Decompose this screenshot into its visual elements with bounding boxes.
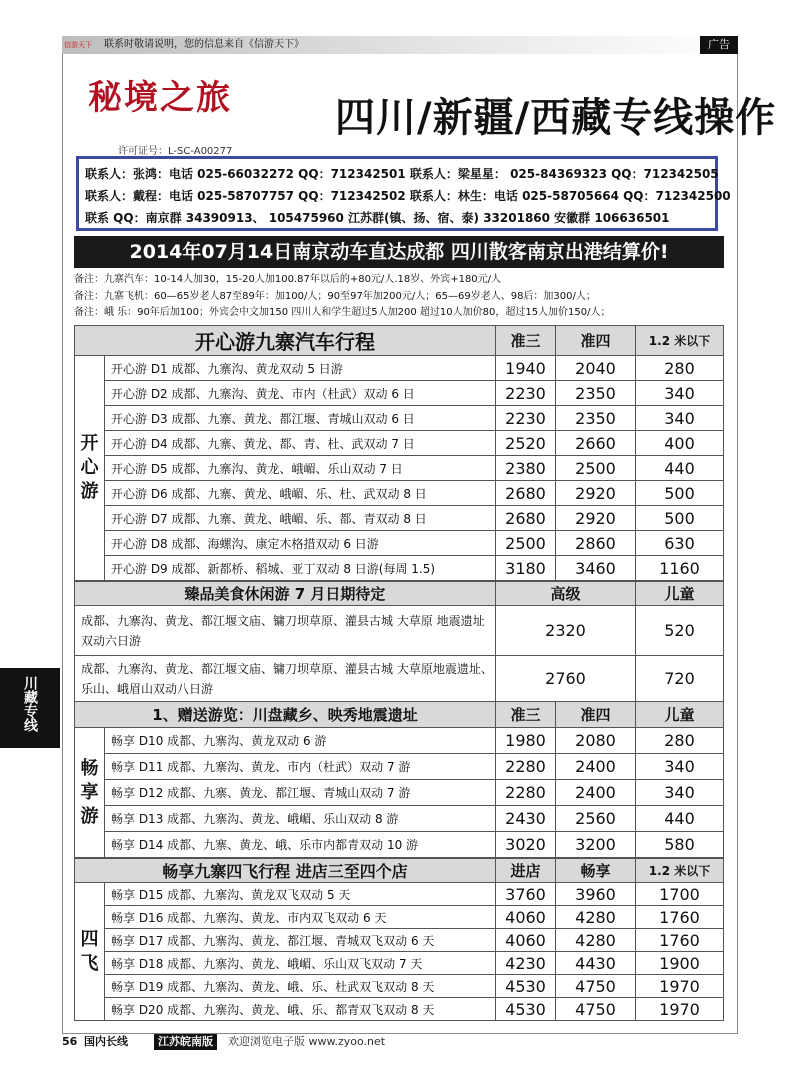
route-cell: 畅享 D16 成都、九寨沟、黄龙、市内双飞双动 6 天 — [105, 906, 496, 929]
price-cell: 1980 — [496, 728, 556, 754]
price-cell: 3960 — [556, 883, 636, 906]
price-cell: 2860 — [556, 531, 636, 556]
price-cell: 2660 — [556, 431, 636, 456]
price-cell: 340 — [636, 406, 724, 431]
note-line: 备注：九寨汽车：10-14人加30，15-20人加100.87年以后的+80元/人.18岁、外宾+180元/人 — [74, 274, 502, 285]
table-row — [75, 728, 724, 754]
price-cell: 500 — [636, 506, 724, 531]
table-row — [75, 806, 724, 832]
price-cell: 280 — [636, 728, 724, 754]
route-cell: 开心游 D9 成都、新都桥、稻城、亚丁双动 8 日游(每周 1.5) — [105, 556, 496, 581]
website-link[interactable]: 欢迎浏览电子版 www.zyoo.net — [228, 1035, 386, 1048]
price-cell: 280 — [636, 356, 724, 381]
price-cell: 4750 — [556, 975, 636, 998]
price-cell: 2350 — [556, 381, 636, 406]
price-cell: 2280 — [496, 780, 556, 806]
table-row — [75, 656, 724, 702]
route-cell: 开心游 D5 成都、九寨沟、黄龙、峨嵋、乐山双动 7 日 — [105, 456, 496, 481]
price-cell: 340 — [636, 381, 724, 406]
price-cell: 1970 — [636, 975, 724, 998]
table-row — [75, 883, 724, 906]
price-cell: 4430 — [556, 952, 636, 975]
section-sidebar-label: 川藏专线 — [22, 676, 38, 732]
price-cell: 2040 — [556, 356, 636, 381]
route-cell: 畅享 D18 成都、九寨沟、黄龙、峨嵋、乐山双飞双动 7 天 — [105, 952, 496, 975]
edition-tag: 江苏皖南版 — [154, 1034, 217, 1050]
column-header: 1.2 米以下 — [636, 859, 724, 883]
table-row — [75, 952, 724, 975]
notice-text: 联系时敬请说明，您的信息来自《信游天下》 — [104, 39, 304, 50]
price-cell: 1970 — [636, 998, 724, 1021]
route-cell: 畅享 D19 成都、九寨沟、黄龙、峨、乐、杜武双飞双动 8 天 — [105, 975, 496, 998]
table-row — [75, 998, 724, 1021]
group-label: 畅享游 — [75, 728, 105, 858]
price-cell: 440 — [636, 806, 724, 832]
contact-line: 联系 QQ：南京群 34390913、 105475960 江苏群(镇、扬、宿、泰) 33201860 安徽群 106636501 — [85, 211, 670, 225]
column-header: 准四 — [556, 326, 636, 356]
price-cell: 2080 — [556, 728, 636, 754]
changxiang-table — [74, 701, 724, 858]
route-cell: 畅享 D20 成都、九寨沟、黄龙、峨、乐、都青双飞双动 8 天 — [105, 998, 496, 1021]
price-cell: 3760 — [496, 883, 556, 906]
route-cell: 开心游 D8 成都、海螺沟、康定木格措双动 6 日游 — [105, 531, 496, 556]
price-cell: 2430 — [496, 806, 556, 832]
table-row — [75, 780, 724, 806]
table-title: 开心游九寨汽车行程 — [75, 326, 496, 356]
price-cell: 1940 — [496, 356, 556, 381]
price-cell: 4060 — [496, 906, 556, 929]
contact-line: 联系人：张鸿：电话 025-66032272 QQ：712342501 联系人：梁星星： 025-84369323 QQ：712342505 — [85, 167, 719, 181]
column-header: 1.2 米以下 — [636, 326, 724, 356]
price-cell: 720 — [636, 656, 724, 702]
page-title: 四川/新疆/西藏专线操作 — [335, 95, 777, 141]
section-name: 国内长线 — [84, 1035, 128, 1048]
note-line: 备注：九寨飞机：60—65岁老人87至89年：加100/人；90至97年加200元/人；65—69岁老人、98后：加300/人； — [74, 290, 596, 302]
table-title: 1、赠送游览：川盘藏乡、映秀地震遗址 — [75, 702, 496, 728]
price-cell: 4060 — [496, 929, 556, 952]
brand-logo-text: 秘境之旅 — [88, 78, 232, 118]
table-row — [75, 356, 724, 381]
route-cell: 成都、九寨沟、黄龙、都江堰文庙、镛刀坝草原、灌县古城 大草原 地震遗址双动六日游 — [75, 606, 496, 656]
price-cell: 4530 — [496, 975, 556, 998]
table-row — [75, 906, 724, 929]
table-row — [75, 481, 724, 506]
price-cell: 4530 — [496, 998, 556, 1021]
price-cell: 2680 — [496, 506, 556, 531]
ad-tag: 广告 — [700, 36, 738, 54]
column-header: 准三 — [496, 326, 556, 356]
price-cell: 3180 — [496, 556, 556, 581]
section-sidebar-tab — [0, 668, 60, 748]
table-row — [75, 832, 724, 858]
top-notice-bar — [62, 36, 738, 54]
price-cell: 520 — [636, 606, 724, 656]
price-cell: 440 — [636, 456, 724, 481]
page-number: 56 — [62, 1035, 78, 1048]
price-cell: 1760 — [636, 929, 724, 952]
price-cell: 2230 — [496, 381, 556, 406]
column-header: 进店 — [496, 859, 556, 883]
price-cell: 4280 — [556, 929, 636, 952]
route-cell: 开心游 D3 成都、九寨、黄龙、都江堰、青城山双动 6 日 — [105, 406, 496, 431]
table-row — [75, 556, 724, 581]
table-header — [75, 702, 724, 728]
column-header: 儿童 — [636, 702, 724, 728]
contact-box — [76, 156, 731, 231]
price-cell: 1760 — [636, 906, 724, 929]
column-header: 准四 — [556, 702, 636, 728]
column-header: 畅享 — [556, 859, 636, 883]
price-cell: 2500 — [496, 531, 556, 556]
price-cell: 340 — [636, 754, 724, 780]
price-cell: 2760 — [496, 656, 636, 702]
kaixin-table — [74, 325, 724, 581]
price-cell: 4280 — [556, 906, 636, 929]
route-cell: 畅享 D12 成都、九寨、黄龙、都江堰、青城山双动 7 游 — [105, 780, 496, 806]
table-row — [75, 406, 724, 431]
table-row — [75, 381, 724, 406]
price-cell: 400 — [636, 431, 724, 456]
route-cell: 畅享 D14 成都、九寨、黄龙、峨、乐市内都青双动 10 游 — [105, 832, 496, 858]
group-label: 四飞 — [75, 883, 105, 1021]
price-cell: 2920 — [556, 481, 636, 506]
route-cell: 畅享 D17 成都、九寨沟、黄龙、都江堰、青城双飞双动 6 天 — [105, 929, 496, 952]
price-cell: 4230 — [496, 952, 556, 975]
column-header: 儿童 — [636, 582, 724, 606]
route-cell: 开心游 D6 成都、九寨、黄龙、峨嵋、乐、杜、武双动 8 日 — [105, 481, 496, 506]
table-title: 畅享九寨四飞行程 进店三至四个店 — [75, 859, 496, 883]
price-cell: 2560 — [556, 806, 636, 832]
table-row — [75, 456, 724, 481]
notes-block — [74, 272, 734, 322]
route-cell: 畅享 D13 成都、九寨沟、黄龙、峨嵋、乐山双动 8 游 — [105, 806, 496, 832]
table-row — [75, 929, 724, 952]
route-cell: 畅享 D15 成都、九寨沟、黄龙双飞双动 5 天 — [105, 883, 496, 906]
price-cell: 2500 — [556, 456, 636, 481]
route-cell: 开心游 D1 成都、九寨沟、黄龙双动 5 日游 — [105, 356, 496, 381]
fourflight-table — [74, 858, 724, 1021]
price-cell: 3200 — [556, 832, 636, 858]
route-cell: 畅享 D11 成都、九寨沟、黄龙、市内（杜武）双动 7 游 — [105, 754, 496, 780]
price-cell: 2680 — [496, 481, 556, 506]
price-cell: 2230 — [496, 406, 556, 431]
route-cell: 成都、九寨沟、黄龙、都江堰文庙、镛刀坝草原、灌县古城 大草原地震遗址、乐山、峨眉山双动八日游 — [75, 656, 496, 702]
price-banner: 2014年07月14日南京动车直达成都 四川散客南京出港结算价! — [74, 236, 724, 268]
license-number: 许可证号：L-SC-A00277 — [118, 146, 233, 157]
table-row — [75, 606, 724, 656]
table-row — [75, 431, 724, 456]
price-cell: 340 — [636, 780, 724, 806]
table-row — [75, 506, 724, 531]
publisher-logo: 信游天下 — [64, 41, 92, 49]
contact-line: 联系人：戴程：电话 025-58707757 QQ：712342502 联系人：林生：电话 025-58705664 QQ：712342500 — [85, 189, 731, 203]
price-cell: 3020 — [496, 832, 556, 858]
price-cell: 630 — [636, 531, 724, 556]
price-cell: 3460 — [556, 556, 636, 581]
table-title: 臻品美食休闲游 7 月日期待定 — [75, 582, 496, 606]
route-cell: 开心游 D4 成都、九寨、黄龙、都、青、杜、武双动 7 日 — [105, 431, 496, 456]
price-cell: 2400 — [556, 754, 636, 780]
price-cell: 500 — [636, 481, 724, 506]
table-row — [75, 531, 724, 556]
price-cell: 2400 — [556, 780, 636, 806]
price-cell: 2520 — [496, 431, 556, 456]
route-cell: 开心游 D7 成都、九寨、黄龙、峨嵋、乐、都、青双动 8 日 — [105, 506, 496, 531]
price-cell: 1900 — [636, 952, 724, 975]
table-header — [75, 582, 724, 606]
price-cell: 1160 — [636, 556, 724, 581]
price-cell: 4750 — [556, 998, 636, 1021]
price-cell: 2350 — [556, 406, 636, 431]
column-header: 准三 — [496, 702, 556, 728]
table-row — [75, 754, 724, 780]
table-row — [75, 975, 724, 998]
column-header: 高级 — [496, 582, 636, 606]
note-line: 备注：峨 乐：90年后加100；外宾会中文加150 四川人和学生超过5人加200 超过10人加价80，超过15人加价150/人； — [74, 307, 611, 318]
route-cell: 畅享 D10 成都、九寨沟、黄龙双动 6 游 — [105, 728, 496, 754]
price-cell: 1700 — [636, 883, 724, 906]
price-cell: 2320 — [496, 606, 636, 656]
page-footer — [62, 1034, 738, 1050]
table-header — [75, 859, 724, 883]
group-label: 开心游 — [75, 356, 105, 581]
price-cell: 2380 — [496, 456, 556, 481]
brand-logo — [88, 70, 288, 140]
table-header — [75, 326, 724, 356]
route-cell: 开心游 D2 成都、九寨沟、黄龙、市内（杜武）双动 6 日 — [105, 381, 496, 406]
price-cell: 580 — [636, 832, 724, 858]
price-cell: 2280 — [496, 754, 556, 780]
price-cell: 2920 — [556, 506, 636, 531]
gourmet-table — [74, 581, 724, 702]
